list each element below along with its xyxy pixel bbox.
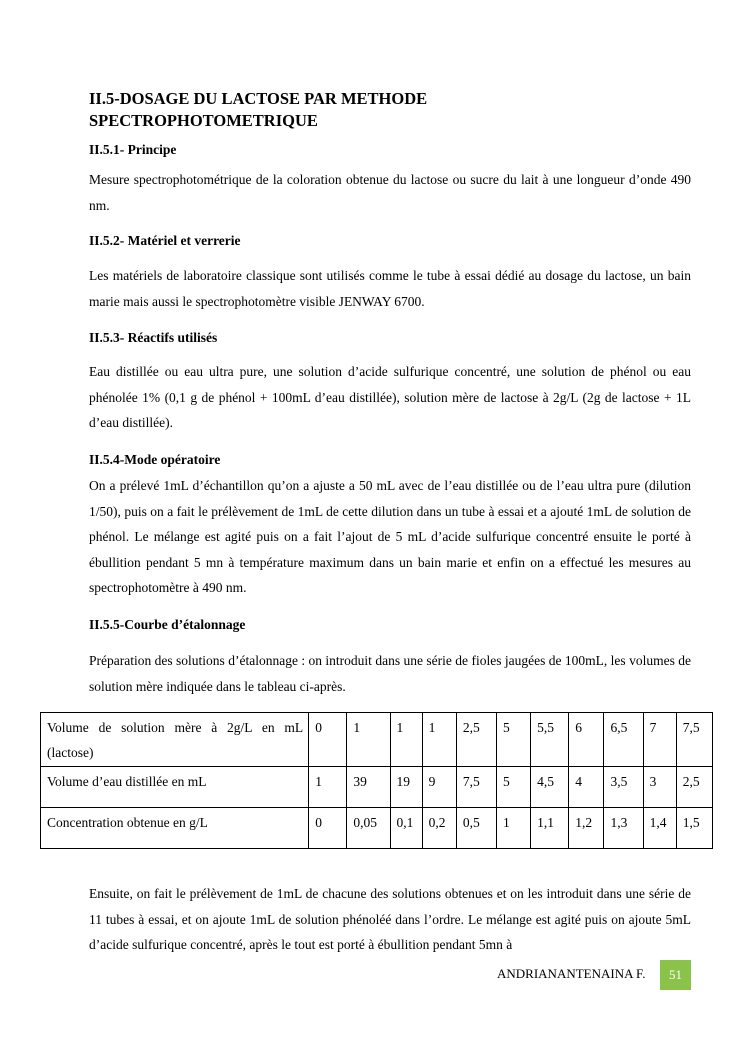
table-cell: 1,2 [569,808,604,849]
mode-text: On a prélevé 1mL d’échantillon qu’on a ajuste a 50 mL avec de l’eau distillée ou de l’eau ultra pure (dilution 1/50), puis on a fait le prélèvement de 1mL de cette dilution dans un tube à essai et a ajouté 1mL de solution de phénol. Le mélange est agité puis on a fait l’ajout de 5 mL d’acide sulfurique concentré ensuite le porté à ébullition pendant 5 mn à température maximum dans un bain marie et enfin on a effectué les mesures au spectrophotomètre à 490 nm. [89,478,691,595]
table-cell: 1 [496,808,530,849]
table-cell: 0,1 [390,808,422,849]
table-cell: 0 [309,713,347,767]
courbe-text: Préparation des solutions d’étalonnage : on introduit dans une série de fioles jaugées de 100mL, les volumes de solution mère indiquée dans le tableau ci-après. [89,653,691,694]
table-cell: 0,05 [347,808,390,849]
table-cell: 7,5 [676,713,712,767]
courbe-heading: II.5.5-Courbe d’étalonnage [89,617,246,632]
table-row [41,808,713,849]
calibration-table [40,712,713,849]
table-cell: 7,5 [456,767,496,808]
table-row-label: Volume de solution mère à 2g/L en mL (lactose) [41,713,309,767]
table-row [41,713,713,767]
materiel-heading: II.5.2- Matériel et verrerie [89,233,241,248]
table-cell: 1,1 [531,808,569,849]
table-cell: 1 [309,767,347,808]
section-title [89,88,649,132]
table-cell: 5 [496,767,530,808]
table-row [41,767,713,808]
table-cell: 3 [643,767,676,808]
mode-heading: II.5.4-Mode opératoire [89,452,221,467]
table-cell: 9 [422,767,456,808]
table-cell: 4 [569,767,604,808]
table-cell: 5,5 [531,713,569,767]
ensuite-text: Ensuite, on fait le prélèvement de 1mL de chacune des solutions obtenues et on les introduit dans une série de 11 tubes à essai, et on ajoute 1mL de solution phénoléé dans l’ordre. Le mélange est agité puis on ajoute 5mL d’acide sulfurique concentré, après le tout est porté à ébullition pendant 5mn à [89,886,691,952]
principe-heading: II.5.1- Principe [89,142,177,157]
table-row-label: Concentration obtenue en g/L [41,808,309,849]
table-cell: 0 [309,808,347,849]
table-cell: 1,5 [676,808,712,849]
table-cell: 0,5 [456,808,496,849]
materiel-text: Les matériels de laboratoire classique sont utilisés comme le tube à essai dédié au dosage du lactose, un bain marie mais aussi le spectrophotomètre visible JENWAY 6700. [89,268,691,309]
table-cell: 6,5 [604,713,643,767]
table-cell: 2,5 [456,713,496,767]
table-cell: 1,3 [604,808,643,849]
table-cell: 6 [569,713,604,767]
table-cell: 2,5 [676,767,712,808]
table-cell: 1,4 [643,808,676,849]
table-cell: 4,5 [531,767,569,808]
table-cell: 5 [496,713,530,767]
table-cell: 1 [422,713,456,767]
table-cell: 1 [390,713,422,767]
table-cell: 7 [643,713,676,767]
reactifs-heading: II.5.3- Réactifs utilisés [89,330,218,345]
table-row-label: Volume d’eau distillée en mL [41,767,309,808]
page-number-badge: 51 [660,960,691,990]
table-cell: 39 [347,767,390,808]
table-cell: 0,2 [422,808,456,849]
table-cell: 1 [347,713,390,767]
footer-author: ANDRIANANTENAINA F. [497,966,646,981]
principe-text: Mesure spectrophotométrique de la coloration obtenue du lactose ou sucre du lait à une longueur d’onde 490 nm. [89,172,691,213]
section-title-line2: SPECTROPHOTOMETRIQUE [89,111,318,130]
section-title-line1: II.5-DOSAGE DU LACTOSE PAR METHODE [89,89,428,108]
reactifs-text: Eau distillée ou eau ultra pure, une solution d’acide sulfurique concentré, une solution de phénol ou eau phénolée 1% (0,1 g de phénol + 100mL d’eau distillée), solution mère de lactose à 2g/L (2g de lactose + 1L d’eau distillée). [89,364,691,430]
table-cell: 19 [390,767,422,808]
table-cell: 3,5 [604,767,643,808]
